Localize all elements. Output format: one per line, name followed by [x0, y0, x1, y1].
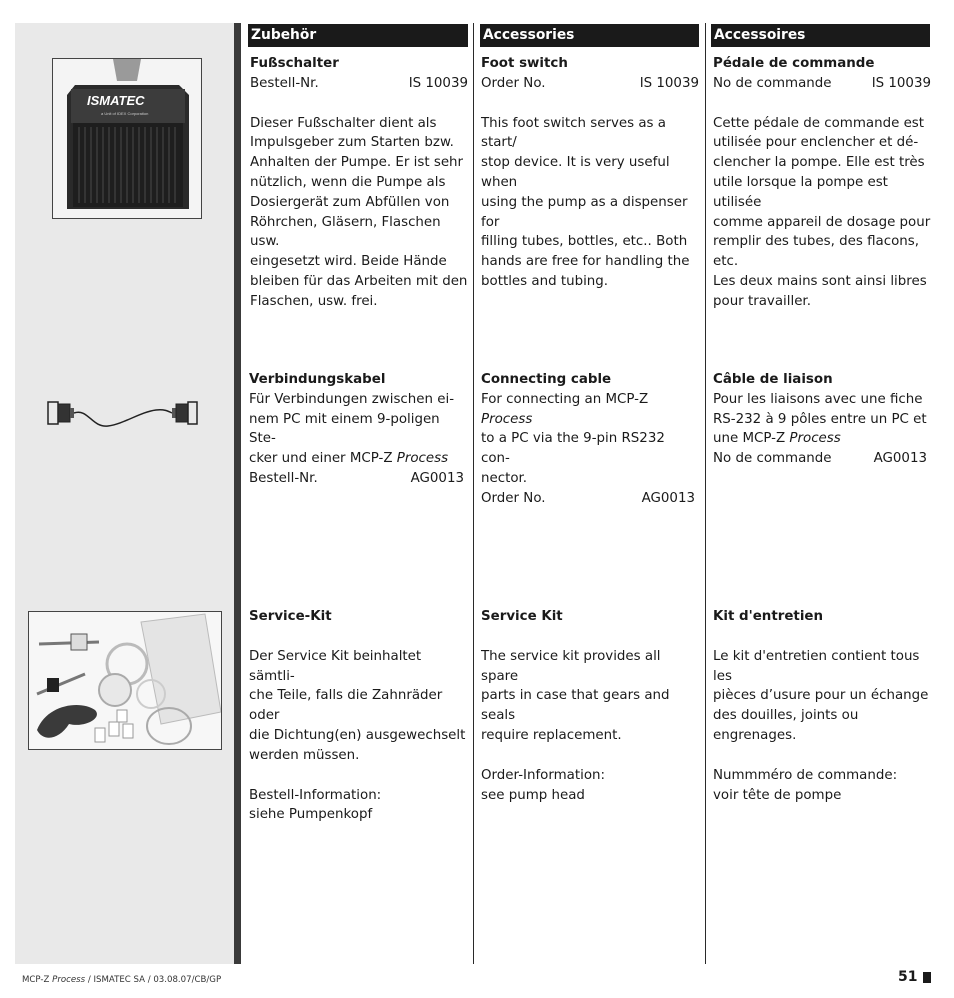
text-line: che Teile, falls die Zahnräder oder [249, 688, 443, 724]
text-line: to a PC via the 9-pin RS232 con- [481, 431, 665, 467]
text-span: une MCP-Z [713, 431, 790, 447]
text-line: des douilles, joints ou engrenages. [713, 708, 859, 743]
title-service-kit-fr: Kit d'entretien [713, 609, 824, 624]
order-label: No de commande [713, 75, 832, 91]
text-line: pièces d’usure pour un échange [713, 688, 929, 704]
title-service-kit-de: Service-Kit [249, 609, 332, 624]
header-de: Zubehör [248, 24, 468, 47]
text-line: Dosiergerät zum Abfüllen von [250, 194, 450, 210]
page-marker [923, 972, 931, 983]
order-label: Order No. [481, 75, 546, 91]
sidebar-divider-bar [234, 23, 241, 964]
description-fr [713, 114, 931, 312]
text-line: Dieser Fußschalter dient als [250, 115, 437, 131]
order-value: IS 10039 [408, 75, 468, 91]
title-foot-switch-de: Fußschalter [250, 56, 339, 71]
title-foot-switch-en: Foot switch [481, 56, 568, 71]
text-line: comme appareil de dosage pour [713, 214, 931, 230]
section-foot-switch-fr [713, 54, 931, 312]
description-de [250, 114, 468, 312]
text-line: die Dichtung(en) ausgewechselt [249, 727, 466, 743]
spacer [713, 746, 931, 766]
order-label: Order No. [481, 490, 546, 506]
section-service-kit-fr [713, 607, 931, 805]
foot-switch-illustration [53, 59, 202, 219]
order-value: AG0013 [641, 490, 695, 506]
order-value: IS 10039 [639, 75, 699, 91]
text-line: utilisée pour enclencher et dé- [713, 135, 919, 151]
text-span: cker und einer MCP-Z [249, 451, 397, 467]
info-value: see pump head [481, 787, 585, 803]
description-fr [713, 647, 931, 746]
column-divider-2 [705, 23, 706, 964]
spacer [249, 766, 467, 786]
product-name: Process [789, 431, 841, 447]
title-cable-de: Verbindungskabel [249, 372, 386, 387]
text-line: stop device. It is very useful when [481, 155, 670, 190]
text-line [249, 449, 464, 469]
text-line: werden müssen. [249, 747, 360, 763]
product-name: Process [396, 451, 449, 467]
text-line: This foot switch serves as a start/ [481, 115, 666, 151]
text-line: Der Service Kit beinhaltet sämtli- [249, 648, 422, 684]
text-line: Les deux mains sont ainsi libres [713, 273, 927, 289]
info-value: siehe Pumpenkopf [249, 807, 373, 823]
description-de [249, 647, 467, 766]
brand-sub-text: a Unit of IDEX Corporation [101, 111, 149, 116]
order-row-fr [713, 449, 927, 469]
text-line: pour travailler. [713, 293, 811, 309]
text-line: Pour les liaisons avec une fiche [713, 391, 923, 407]
text-line: Flaschen, usw. frei. [250, 293, 378, 309]
service-kit-illustration [29, 612, 222, 750]
text-line [713, 429, 927, 449]
spacer [481, 746, 699, 766]
order-value: AG0013 [873, 451, 927, 467]
text-line: bottles and tubing. [481, 273, 609, 289]
order-label: Bestell-Nr. [250, 75, 319, 91]
text-line: filling tubes, bottles, etc.. Both [481, 234, 688, 250]
text-line: using the pump as a dispenser for [481, 194, 688, 230]
text-line: nützlich, wenn die Pumpe als [250, 174, 446, 190]
footer-text: MCP-Z [22, 975, 53, 985]
page-number: 51 [898, 969, 918, 985]
text-line: parts in case that gears and seals [481, 688, 670, 724]
order-label: Bestell-Nr. [249, 470, 318, 486]
section-cable-fr [713, 370, 927, 469]
text-line: Cette pédale de commande est [713, 115, 925, 131]
text-line: nem PC mit einem 9-poligen Ste- [249, 411, 440, 447]
text-span: For connecting an MCP-Z [481, 391, 649, 407]
text-line: eingesetzt wird. Beide Hände [250, 254, 447, 270]
section-cable-en [481, 370, 695, 509]
column-divider-1 [473, 23, 474, 964]
text-line: require replacement. [481, 727, 622, 743]
text-line: nector. [481, 470, 528, 486]
info-label: Nummméro de commande: [713, 767, 898, 783]
text-line: hands are free for handling the [481, 254, 690, 270]
cable-image [44, 398, 200, 434]
text-line [481, 390, 695, 430]
footer-product: Process [52, 975, 86, 985]
text-line: remplir des tubes, des flacons, etc. [713, 234, 920, 270]
service-kit-image [28, 611, 222, 750]
title-service-kit-en: Service Kit [481, 609, 563, 624]
text-line: bleiben für das Arbeiten mit den [250, 273, 468, 289]
description-en [481, 114, 699, 292]
header-fr: Accessoires [711, 24, 930, 47]
info-label: Order-Information: [481, 767, 606, 783]
text-line: Für Verbindungen zwischen ei- [249, 391, 455, 407]
brand-logo-text: ISMATEC [87, 93, 145, 108]
text-line: Röhrchen, Gläsern, Flaschen usw. [250, 214, 441, 250]
description-en [481, 647, 699, 746]
section-foot-switch-de [250, 54, 468, 312]
section-service-kit-de [249, 607, 467, 825]
text-line: Impulsgeber zum Starten bzw. [250, 135, 454, 151]
order-row-en [481, 74, 699, 94]
product-name: Process [481, 411, 533, 427]
foot-switch-image [52, 58, 202, 219]
section-foot-switch-en [481, 54, 699, 292]
order-value: AG0013 [410, 470, 464, 486]
footer-text: / ISMATEC SA / 03.08.07/CB/GP [85, 975, 222, 985]
info-value: voir tête de pompe [713, 787, 842, 803]
info-label: Bestell-Information: [249, 787, 382, 803]
order-row-de [250, 74, 468, 94]
text-line: utile lorsque la pompe est utilisée [713, 174, 888, 210]
order-label: No de commande [713, 451, 832, 467]
header-en: Accessories [480, 24, 699, 47]
title-foot-switch-fr: Pédale de commande [713, 56, 875, 71]
cable-illustration [44, 398, 200, 434]
text-line: RS-232 à 9 pôles entre un PC et [713, 411, 927, 427]
title-cable-en: Connecting cable [481, 372, 612, 387]
text-line: clencher la pompe. Elle est très [713, 155, 925, 171]
title-cable-fr: Câble de liaison [713, 372, 833, 387]
section-cable-de [249, 370, 464, 489]
text-line: Le kit d'entretien contient tous les [713, 648, 920, 684]
text-line: Anhalten der Pumpe. Er ist sehr [250, 155, 464, 171]
order-value: IS 10039 [871, 75, 931, 91]
section-service-kit-en [481, 607, 699, 805]
order-row-de [249, 469, 464, 489]
footer-document-id [22, 974, 221, 986]
order-row-fr [713, 74, 931, 94]
text-line: The service kit provides all spare [481, 648, 661, 684]
order-row-en [481, 489, 695, 509]
